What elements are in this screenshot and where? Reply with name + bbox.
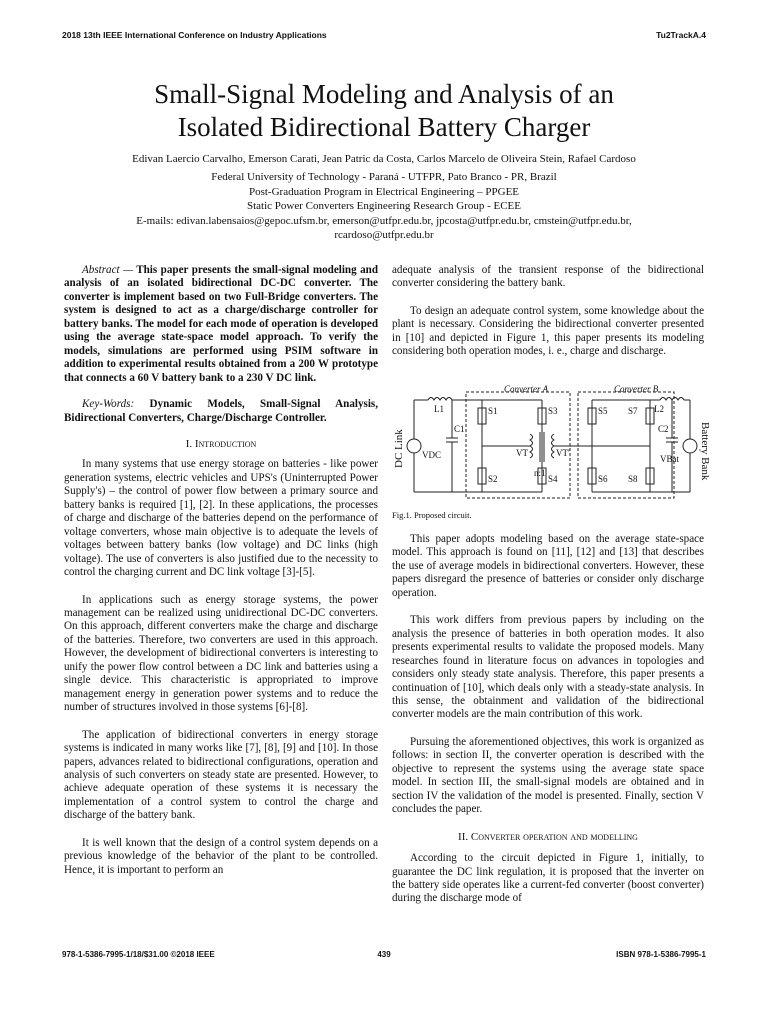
- authors: Edivan Laercio Carvalho, Emerson Carati, Jean Patric da Costa, Carlos Marcelo de Oliveira Stein, Rafael Cardoso: [132, 153, 636, 165]
- c1-label: C1: [454, 424, 465, 434]
- section-1-title: Introduction: [194, 437, 257, 450]
- s6-label: S6: [598, 474, 608, 484]
- keywords-label: Key-Words:: [82, 398, 135, 411]
- left-column: [64, 264, 378, 877]
- transformer-secondary: [552, 434, 555, 458]
- c2-label: C2: [658, 424, 669, 434]
- l2-label: L2: [654, 404, 664, 414]
- keywords: [64, 398, 378, 425]
- inductor-l1: [428, 398, 452, 401]
- right-paragraph-5: Pursuing the aforementioned objectives, this work is organized as follows: in section II, the converter operation is described with the objective to represent the systems using the average state space model. In section III, the small-signal models are obtained and in section IV the validation of the model is presented. Finally, section V concludes the paper.: [392, 735, 704, 816]
- dc-link-label: DC Link: [393, 429, 405, 468]
- l1-label: L1: [434, 404, 444, 414]
- transformer-primary: [530, 434, 533, 458]
- abstract: [64, 264, 378, 385]
- right-column-bottom: [392, 533, 704, 906]
- keywords-text: Dynamic Models, Small-Signal Analysis, Bidirectional Converters, Charge/Discharge Controller.: [64, 398, 378, 424]
- vt-prime-label: VT': [556, 448, 570, 458]
- abstract-text: This paper presents the small-signal modeling and analysis of an isolated bidirectional DC-DC converter. The converter is implement based on two Full-Bridge converters. The system is designed to act as a charge/discharge controller for battery banks. The model for each mode of operation is developed using the average state-space model approach. To verify the models, simulations are performed using PSIM software in addition to experimental results obtained from a 200 W prototype that connects a 60 V battery bank to a 230 V DC link.: [64, 264, 379, 384]
- affiliation-line-3: Static Power Converters Engineering Research Group - ECEE: [246, 200, 521, 213]
- vt-label: VT: [516, 448, 528, 458]
- intro-paragraph-4: It is well known that the design of a control system depends on a previous knowledge of the behavior of the plant to be controlled. Hence, it is important to perform an: [64, 836, 378, 876]
- right-paragraph-6: According to the circuit depicted in Figure 1, initially, to guarantee the DC link regulation, it is proposed that the inverter on the battery side operates like a current-fed converter (boost converter) during the discharge mode of: [392, 852, 704, 905]
- section-2-heading: [392, 831, 704, 844]
- vbat-label: VBat: [660, 454, 679, 464]
- abstract-label: Abstract —: [82, 264, 133, 276]
- title-line-2: Isolated Bidirectional Battery Charger: [177, 112, 591, 142]
- paper-title: [0, 78, 768, 144]
- section-1-number: I.: [185, 437, 193, 450]
- battery-bank-label: Battery Bank: [699, 422, 711, 481]
- section-1-heading: [64, 438, 378, 451]
- s8-label: S8: [628, 474, 638, 484]
- converter-b-label: Converter B: [614, 384, 659, 394]
- conference-header: 2018 13th IEEE International Conference on Industry Applications: [62, 30, 327, 40]
- intro-paragraph-1: In many systems that use energy storage on batteries - like power generation systems, electric vehicles and UPS's (Uninterrupted Power Supply's) – the control of power flow between a primary source and battery banks is required [1], [2]. In these applications, the processes of charge and discharge of the batteries depend on the performance of voltage converters, whose main objective is to adequate the levels of voltages between battery banks (low voltage) and DC links (high voltage). The use of converters is also justified due to the necessity to control the charging current and DC link voltage [3]-[5].: [64, 458, 378, 579]
- footer-isbn: ISBN 978-1-5386-7995-1: [616, 950, 706, 959]
- affiliation-line-2: Post-Graduation Program in Electrical Engineering – PPGEE: [248, 185, 520, 198]
- page-number: 439: [377, 950, 391, 959]
- title-line-1: Small-Signal Modeling and Analysis of an: [154, 79, 614, 109]
- s5-label: S5: [598, 406, 608, 416]
- s1-label: S1: [488, 406, 498, 416]
- vdc-label: VDC: [422, 450, 442, 460]
- turns-ratio: n:1: [534, 468, 546, 478]
- s3-label: S3: [548, 406, 558, 416]
- right-paragraph-4: This work differs from previous papers by including on the analysis the presence of batteries in both operation modes. It also presents experimental results to validate the proposed models. Many researches found in literature focus on advances in topologies and considers only steady state analysis. Therefore, this paper presents a continuation of [10], which deals only with a steady-state analysis. In this sense, the obtainment and validation of the bidirectional converter models are the main contribution of this work.: [392, 614, 704, 721]
- affiliation: [0, 170, 768, 243]
- affiliation-line-4: E-mails: edivan.labensaios@gepoc.ufsm.br, emerson@utfpr.edu.br, jpcosta@utfpr.edu.br, cmstein@utfpr.edu.br,: [136, 214, 632, 227]
- right-paragraph-3: This paper adopts modeling based on the average state-space model. This approach is found on [11], [12] and [13] that describes the use of average models in bidirectional converters. However, these papers disregard the presence of batteries or consider only discharge operation.: [392, 533, 704, 599]
- right-paragraph-2: To design an adequate control system, some knowledge about the plant is necessary. Considering the bidirectional converter presented in [10] and depicted in Figure 1, this paper presents its modeling considering both operation modes, i. e., charge and discharge.: [392, 304, 704, 358]
- right-paragraph-1: adequate analysis of the transient response of the bidirectional converter considering the battery bank.: [392, 264, 704, 290]
- converter-a-label: Converter A: [504, 384, 549, 394]
- intro-paragraph-2: In applications such as energy storage systems, the power management can be realized using unidirectional DC-DC converters. On this approach, different converters make the charge and discharge of the batteries. Therefore, two converters are used in this approach. However, the development of bidirectional converters is interesting to unify the power flow control between a DC link and batteries using a single device. This characteristic is appropriated to improve management energy in generation power systems and to reduce the number of structures involved in those systems [6]-[8].: [64, 593, 378, 714]
- footer-copyright: 978-1-5386-7995-1/18/$31.00 ©2018 IEEE: [62, 950, 215, 959]
- affiliation-line-5: rcardoso@utfpr.edu.br: [334, 229, 434, 242]
- battery-source-symbol: [683, 439, 697, 453]
- s7-label: S7: [628, 406, 638, 416]
- inductor-l2: [660, 398, 684, 401]
- affiliation-line-1: Federal University of Technology - Paraná - UTFPR, Pato Branco - PR, Brazil: [211, 171, 557, 183]
- dc-source-symbol: [407, 439, 421, 453]
- section-2-title: Converter operation and modelling: [470, 830, 638, 843]
- figure-caption: Fig.1. Proposed circuit.: [392, 510, 472, 520]
- s4-label: S4: [548, 474, 558, 484]
- section-2-number: II.: [458, 830, 469, 843]
- track-id: Tu2TrackA.4: [656, 30, 706, 40]
- circuit-figure: [392, 382, 711, 508]
- right-column-top: [392, 264, 704, 359]
- intro-paragraph-3: The application of bidirectional converters in energy storage systems is indicated in many works like [7], [8], [9] and [10]. In those papers, advances related to bidirectional configurations, operation and analysis of such converters on steady state are presented. However, to achieve adequate operation of these systems it is necessary the implementation of a control system to control the charge and discharge of the battery bank.: [64, 728, 378, 822]
- s2-label: S2: [488, 474, 498, 484]
